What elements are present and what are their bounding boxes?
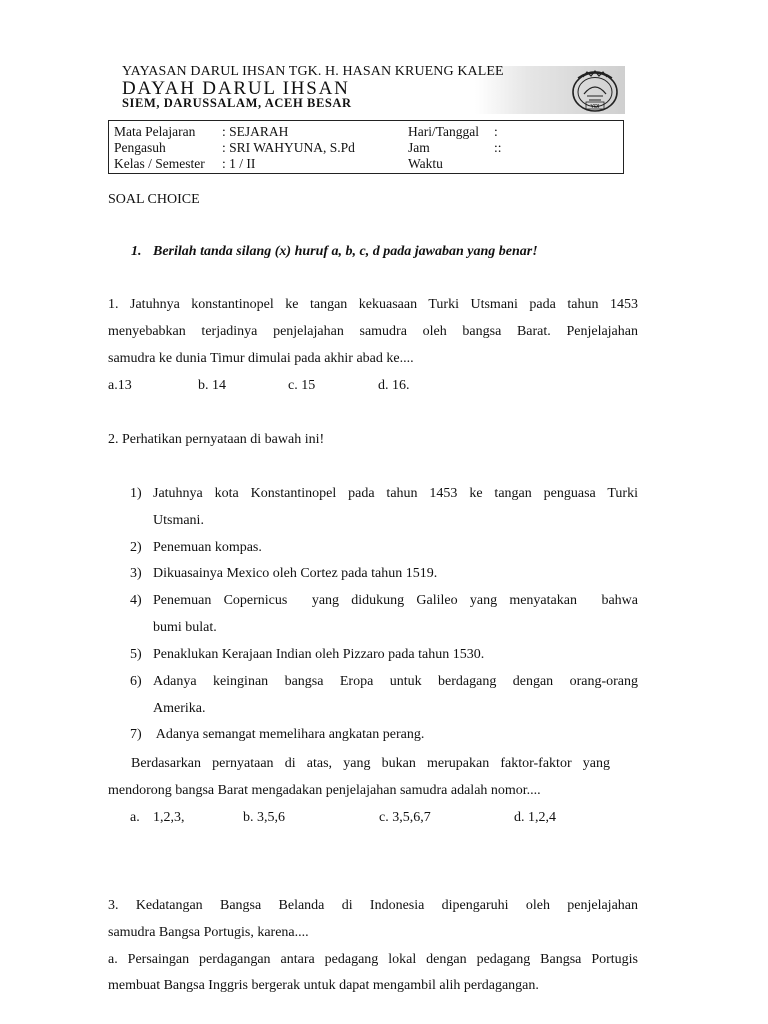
exam-info-box xyxy=(108,120,624,174)
time-label: Waktu xyxy=(408,156,443,171)
q2-question-line2: mendorong bangsa Barat mengadakan penjelajahan samudra adalah nomor.... xyxy=(108,783,541,798)
q2-statement-text: Adanya semangat memelihara angkatan perang. xyxy=(153,727,425,742)
day-label: Hari/Tanggal xyxy=(408,124,480,139)
q2-intro: 2. Perhatikan pernyataan di bawah ini! xyxy=(108,432,325,447)
q1-line3: samudra ke dunia Timur dimulai pada akhir abad ke.... xyxy=(108,351,414,366)
subject-value: : SEJARAH xyxy=(222,124,289,139)
school-address: SIEM, DARUSSALAM, ACEH BESAR xyxy=(122,96,352,110)
q1-option-a: a.13 xyxy=(108,378,132,393)
q2-statement-continuation: bumi bulat. xyxy=(153,620,217,635)
q2-option-c: c. 3,5,6,7 xyxy=(379,810,431,825)
q2-statement-number: 6) xyxy=(130,674,142,689)
q2-statement-continuation: Utsmani. xyxy=(153,513,204,528)
instruction-number: 1. xyxy=(131,244,142,259)
q2-statement-text: Dikuasainya Mexico oleh Cortez pada tahun 1519. xyxy=(153,566,438,581)
q2-statement-number: 5) xyxy=(130,647,142,662)
q2-statement-text: Penaklukan Kerajaan Indian oleh Pizzaro pada tahun 1530. xyxy=(153,647,485,662)
section-title: SOAL CHOICE xyxy=(108,192,200,207)
q2-option-d: d. 1,2,4 xyxy=(514,810,556,825)
q1-option-d: d. 16. xyxy=(378,378,410,393)
class-value: : 1 / II xyxy=(222,156,256,171)
q2-statement-text: Penemuan Copernicus yang didukung Galileo yang menyatakan bahwa xyxy=(153,593,638,608)
q2-question-line1: Berdasarkan pernyataan di atas, yang bukan merupakan faktor-faktor yang xyxy=(131,756,610,771)
school-name: DAYAH DARUL IHSAN xyxy=(122,78,350,99)
q2-option-b: b. 3,5,6 xyxy=(243,810,285,825)
q2-statement-continuation: Amerika. xyxy=(153,701,206,716)
q2-option-a-letter: a. xyxy=(130,810,140,825)
q1-line1: 1. Jatuhnya konstantinopel ke tangan kekuasaan Turki Utsmani pada tahun 1453 xyxy=(108,297,638,312)
teacher-value: : SRI WAHYUNA, S.Pd xyxy=(222,140,355,155)
q2-statement-number: 7) xyxy=(130,727,142,742)
q2-statement-text: Jatuhnya kota Konstantinopel pada tahun 1453 ke tangan penguasa Turki xyxy=(153,486,638,501)
q2-statement-text: Penemuan kompas. xyxy=(153,540,262,555)
hour-label: Jam xyxy=(408,140,430,155)
subject-label: Mata Pelajaran xyxy=(114,124,196,139)
logo-text: YDI xyxy=(590,104,600,110)
hour-value: :: xyxy=(494,140,502,155)
q1-line2: menyebabkan terjadinya penjelajahan samudra oleh bangsa Barat. Penjelajahan xyxy=(108,324,638,339)
teacher-label: Pengasuh xyxy=(114,140,166,155)
q3-option-a-line2: membuat Bangsa Inggris bergerak untuk dapat mengambil alih perdagangan. xyxy=(108,978,539,993)
q2-statement-number: 4) xyxy=(130,593,142,608)
class-label: Kelas / Semester xyxy=(114,156,205,171)
q2-statement-number: 2) xyxy=(130,540,142,555)
q3-option-a-line1: a. Persaingan perdagangan antara pedagang lokal dengan pedagang Bangsa Portugis xyxy=(108,952,638,967)
q2-statement-text: Adanya keinginan bangsa Eropa untuk berdagang dengan orang-orang xyxy=(153,674,638,689)
q2-option-a: 1,2,3, xyxy=(153,810,185,825)
q3-line2: samudra Bangsa Portugis, karena.... xyxy=(108,925,309,940)
instruction-text: Berilah tanda silang (x) huruf a, b, c, d pada jawaban yang benar! xyxy=(153,244,538,259)
q3-line1: 3. Kedatangan Bangsa Belanda di Indonesia dipengaruhi oleh penjelajahan xyxy=(108,898,638,913)
foundation-name: YAYASAN DARUL IHSAN TGK. H. HASAN KRUENG KALEE xyxy=(122,64,504,79)
q1-option-b: b. 14 xyxy=(198,378,226,393)
school-logo-icon xyxy=(569,68,621,114)
q1-option-c: c. 15 xyxy=(288,378,316,393)
q2-statement-number: 1) xyxy=(130,486,142,501)
q2-statement-number: 3) xyxy=(130,566,142,581)
day-value: : xyxy=(494,124,498,139)
